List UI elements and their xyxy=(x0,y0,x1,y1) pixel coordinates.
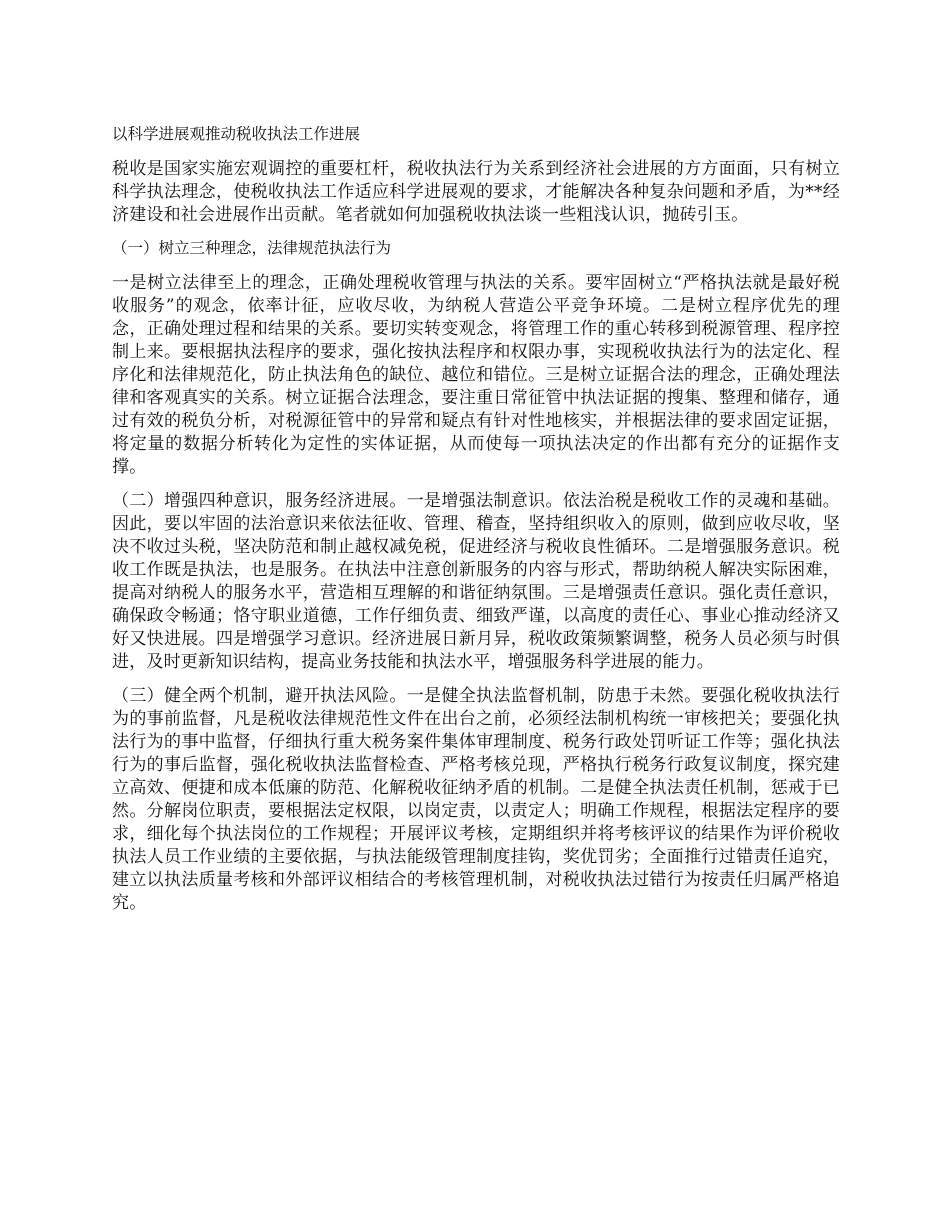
section-1-heading: （一）树立三种理念，法律规范执法行为 xyxy=(112,239,392,257)
section-3-paragraph: （三）健全两个机制，避开执法风险。一是健全执法监督机制，防患于未然。要强化税收执法行为的事前监督，凡是税收法律规范性文件在出台之前，必须经法制机构统一审核把关；要强化执法行为的事中监督，仔细执行重大税务案件集体审理制度、税务行政处罚听证工作等；强化执法行为的事后监督，强化税收执法监督检查、严格考核兑现，严格执行税务行政复议制度，探究建立高效、便捷和成本低廉的防范、化解税收征纳矛盾的机制。二是健全执法责任机制，惩戒于已然。分解岗位职责，要根据法定权限，以岗定责，以责定人；明确工作规程，根据法定程序的要求，细化每个执法岗位的工作规程；开展评议考核，定期组织并将考核评议的结果作为评价税收执法人员工作业绩的主要依据，与执法能级管理制度挂钩，奖优罚劣；全面推行过错责任追究，建立以执法质量考核和外部评议相结合的考核管理机制，对税收执法过错行为按责任归属严格追究。 xyxy=(112,686,840,913)
document-title: 以科学进展观推动税收执法工作进展 xyxy=(112,125,361,143)
section-1-paragraph: 一是树立法律至上的理念，正确处理税收管理与执法的关系。要牢固树立“严格执法就是最好税收服务”的观念，依率计征，应收尽收，为纳税人营造公平竞争环境。二是树立程序优先的理念，正确处理过程和结果的关系。要切实转变观念，将管理工作的重心转移到税源管理、程序控制上来。要根据执法程序的要求，强化按执法程序和权限办事，实现税收执法行为的法定化、程序化和法律规范化，防止执法角色的缺位、越位和错位。三是树立证据合法的理念，正确处理法律和客观真实的关系。树立证据合法理念，要注重日常征管中执法证据的搜集、整理和储存，通过有效的税负分析，对税源征管中的异常和疑点有针对性地核实，并根据法律的要求固定证据，将定量的数据分析转化为定性的实体证据，从而使每一项执法决定的作出都有充分的证据作支撑。 xyxy=(112,273,840,477)
document-page xyxy=(112,124,840,926)
intro-paragraph: 税收是国家实施宏观调控的重要杠杆，税收执法行为关系到经济社会进展的方方面面，只有树立科学执法理念，使税收执法工作适应科学进展观的要求，才能解决各种复杂问题和矛盾，为**经济建设和社会进展作出贡献。笔者就如何加强税收执法谈一些粗浅认识，抛砖引玉。 xyxy=(112,159,840,225)
section-2-paragraph: （二）增强四种意识，服务经济进展。一是增强法制意识。依法治税是税收工作的灵魂和基础。因此，要以牢固的法治意识来依法征收、管理、稽查，坚持组织收入的原则，做到应收尽收，坚决不收过头税，坚决防范和制止越权减免税，促进经济与税收良性循环。二是增强服务意识。税收工作既是执法，也是服务。在执法中注意创新服务的内容与形式，帮助纳税人解决实际困难，提高对纳税人的服务水平，营造相互理解的和谐征纳氛围。三是增强责任意识。强化责任意识，确保政令畅通；恪守职业道德，工作仔细负责、细致严谨，以高度的责任心、事业心推动经济又好又快进展。四是增强学习意识。经济进展日新月异，税收政策频繁调整，税务人员必须与时俱进，及时更新知识结构，提高业务技能和执法水平，增强服务科学进展的能力。 xyxy=(112,491,840,672)
